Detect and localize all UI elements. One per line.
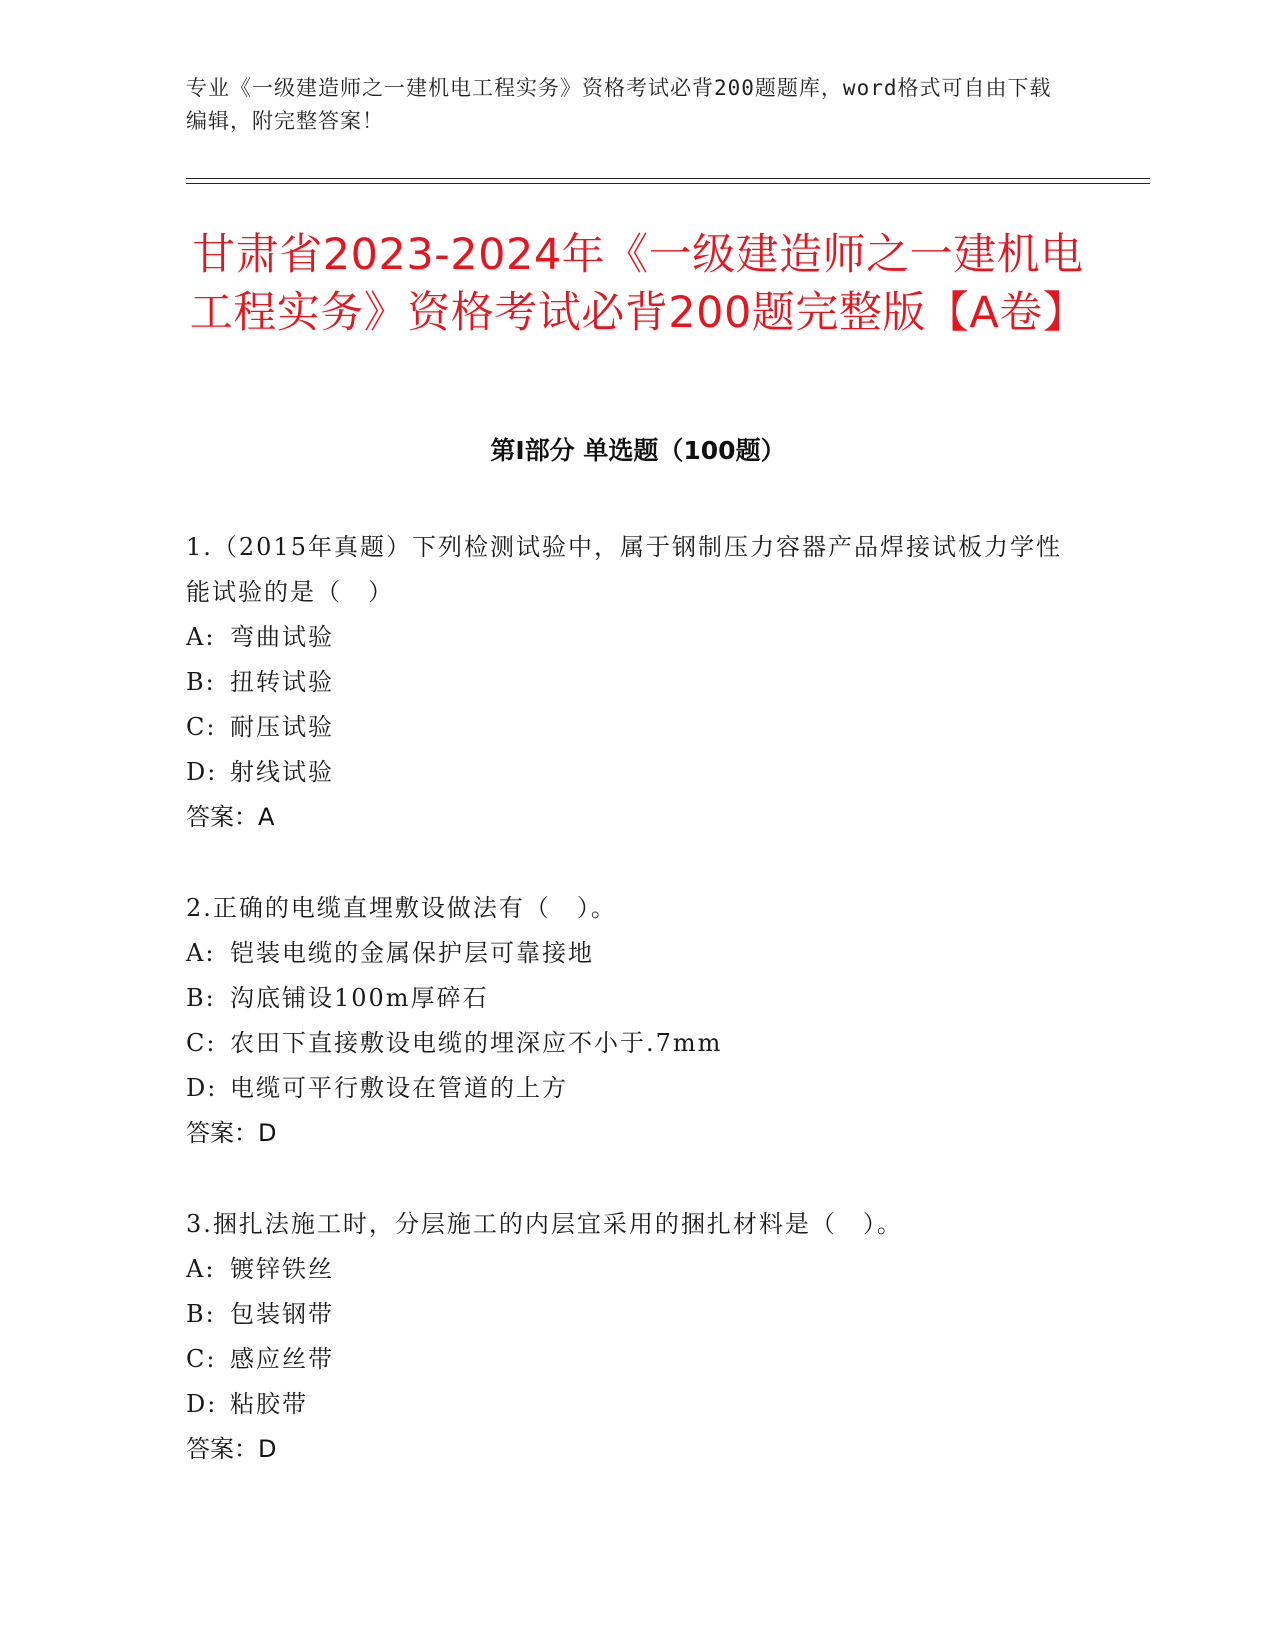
option-d	[186, 1066, 1066, 1111]
question-stem: 1.（2015年真题）下列检测试验中，属于钢制压力容器产品焊接试板力学性能试验的是（ ）	[186, 533, 1062, 606]
option-d	[186, 750, 1066, 795]
option-key: D:	[186, 1074, 218, 1102]
option-b	[186, 1292, 1066, 1337]
option-text: 感应丝带	[230, 1345, 334, 1373]
answer: 答案：D	[186, 1435, 277, 1463]
option-text: 包装钢带	[230, 1300, 334, 1328]
question-1	[186, 525, 1066, 840]
option-text: 耐压试验	[230, 713, 334, 741]
option-key: A:	[186, 623, 216, 651]
option-key: B:	[186, 668, 216, 696]
option-c	[186, 1337, 1066, 1382]
option-text: 扭转试验	[230, 668, 334, 696]
option-text: 铠装电缆的金属保护层可靠接地	[230, 939, 594, 967]
option-key: B:	[186, 1300, 216, 1328]
answer: 答案：A	[186, 803, 275, 831]
option-text: 镀锌铁丝	[230, 1255, 334, 1283]
option-key: B:	[186, 984, 216, 1012]
option-key: D:	[186, 758, 218, 786]
option-text: 弯曲试验	[230, 623, 334, 651]
option-b	[186, 660, 1066, 705]
question-stem: 3.捆扎法施工时，分层施工的内层宜采用的捆扎材料是（ ）。	[186, 1210, 903, 1238]
option-b	[186, 976, 1066, 1021]
option-a	[186, 931, 1066, 976]
question-list	[186, 525, 1066, 1518]
option-text: 电缆可平行敷设在管道的上方	[230, 1074, 568, 1102]
option-key: A:	[186, 939, 216, 967]
option-key: C:	[186, 1029, 217, 1057]
option-c	[186, 705, 1066, 750]
option-d	[186, 1382, 1066, 1427]
option-a	[186, 615, 1066, 660]
question-3	[186, 1202, 1066, 1472]
option-key: D:	[186, 1390, 218, 1418]
header-note: 专业《一级建造师之一建机电工程实务》资格考试必背200题题库，word格式可自由下载编辑，附完整答案！	[186, 76, 1052, 133]
section-heading: 第I部分 单选题（100题）	[490, 436, 786, 465]
option-key: C:	[186, 713, 217, 741]
option-text: 射线试验	[230, 758, 334, 786]
option-c	[186, 1021, 1066, 1066]
option-key: C:	[186, 1345, 217, 1373]
option-text: 沟底铺设100m厚碎石	[230, 984, 489, 1012]
option-text: 粘胶带	[230, 1390, 308, 1418]
option-a	[186, 1247, 1066, 1292]
header-divider-top	[186, 178, 1150, 179]
option-text: 农田下直接敷设电缆的埋深应不小于.7mm	[230, 1029, 723, 1057]
answer: 答案：D	[186, 1119, 277, 1147]
header-divider-bottom	[186, 183, 1150, 184]
document-title: 甘肃省2023-2024年《一级建造师之一建机电工程实务》资格考试必背200题完整版【A卷】	[189, 230, 1087, 338]
question-2	[186, 886, 1066, 1156]
option-key: A:	[186, 1255, 216, 1283]
question-stem: 2.正确的电缆直埋敷设做法有（ ）。	[186, 894, 617, 922]
